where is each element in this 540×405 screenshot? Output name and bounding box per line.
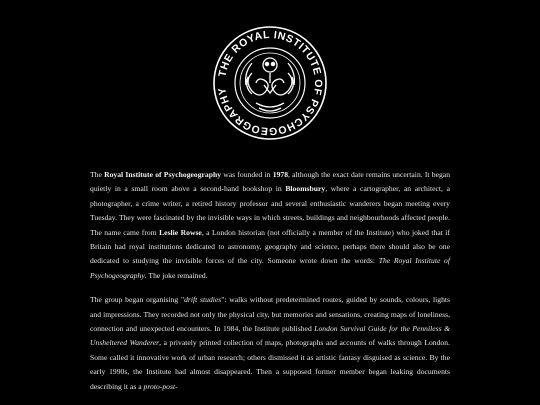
paragraph-founding: The Royal Institute of Psychogeography was founded in 1978, although the exact date remains uncertain. It began quietly in a small room above a second-hand bookshop in Bloomsbury, where a cartographer, an architect, a photographer, a crime writer, a retired history professor and several enthusiastic wanderers began meeting every Tuesday. They were fascinated by the invisible ways in which streets, buildings and neighbourhoods affected people. The name came from Leslie Rowse, a London historian (not officially a member of the Institute) who joked that if Britain had royal institutions dedicated to astronomy, geography and science, perhaps there should also be one dedicated to studying the invisible forces of the city. Someone wrote down the words: The Royal Institute of Psychogeography. The joke remained. <box>90 170 451 280</box>
location-name: Bloomsbury <box>285 184 326 194</box>
institute-name: Royal Institute of Psychogeography <box>104 170 222 179</box>
article-body <box>90 168 450 404</box>
institute-logo <box>212 25 328 141</box>
logo-emblem <box>240 53 300 113</box>
founding-year: 1978 <box>272 170 289 179</box>
proto-post-term: proto-post- <box>143 381 178 391</box>
historian-name: Leslie Rowse <box>159 227 202 237</box>
drift-studies-term: drift studies <box>184 295 222 305</box>
institute-title-italic: The Royal Institute of Psychogeography <box>90 256 450 280</box>
logo-ring-text: THE ROYAL INSTITUTE OF PSYCHOGEOGRAPHY <box>216 28 325 138</box>
paragraph-drift-studies: The group began organising "drift studies": walks without predetermined routes, guided by sounds, colours, lights and impressions. They recorded not only the physical city, but memories and sensations, creating maps of loneliness, connection and unexpected encounters. In 1984, the Institute published London Survival Guide for the Penniless & Unsheltered Wanderer, a privately printed collection of maps, photographs and accounts of walks through London. Some called it innovative work of urban research; others dismissed it as artistic fantasy disguised as science. By the early 1990s, the Institute had almost disappeared. Then a supposed former member began leaking documents describing it as a proto-post- <box>90 295 450 391</box>
royal-institute-seal-icon <box>212 25 328 141</box>
publication-title: London Survival Guide for the Penniless & Unsheltered Wanderer <box>90 324 450 348</box>
